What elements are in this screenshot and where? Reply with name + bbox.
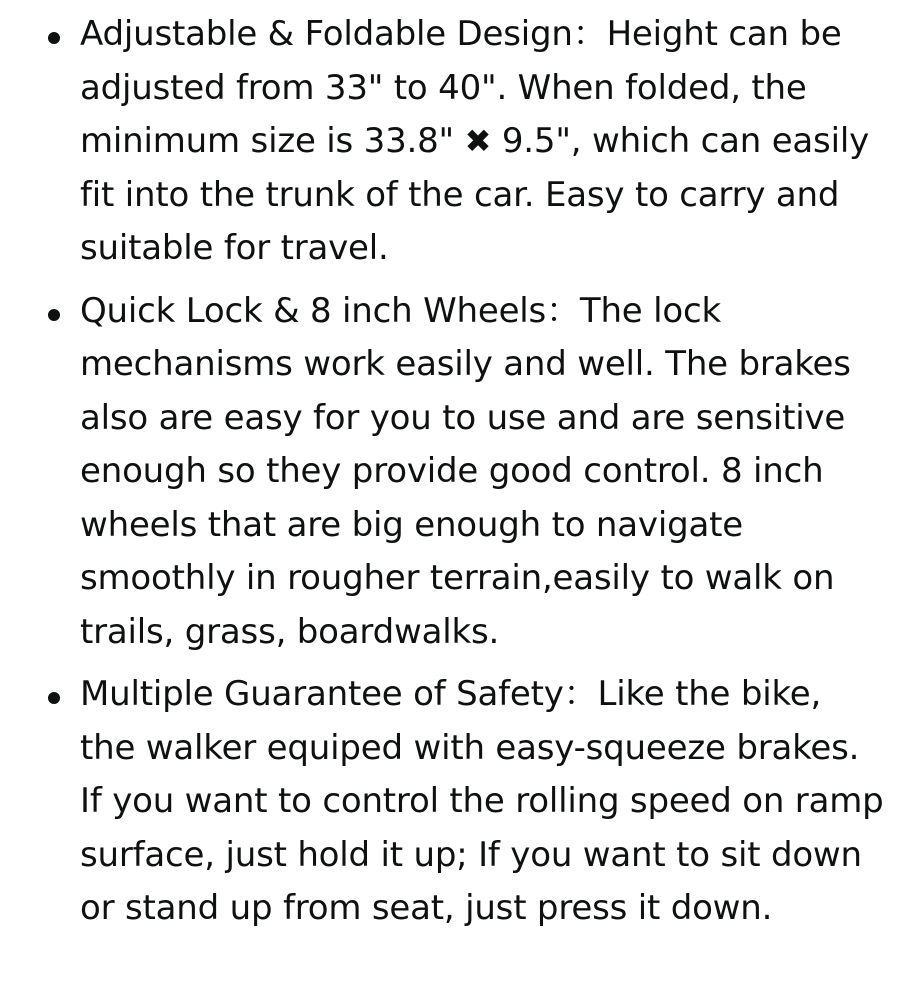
- feature-text-continued: 9.5", which can easily fit into the trunk of the car. Easy to carry and suitable for travel.: [80, 121, 869, 268]
- feature-heading: Adjustable & Foldable Design: [80, 14, 573, 54]
- feature-text: Height can be adjusted from 33" to 40". When folded, the minimum size is 33.8": [80, 14, 842, 161]
- feature-separator: ：: [546, 290, 580, 331]
- feature-heading: Multiple Guarantee of Safety: [80, 674, 564, 714]
- feature-separator: ：: [572, 14, 607, 54]
- feature-item-adjustable-foldable: [0, 8, 914, 276]
- feature-heading: Quick Lock & 8 inch Wheels: [80, 290, 547, 331]
- feature-separator: ：: [563, 674, 598, 714]
- feature-bullet-list: [0, 8, 914, 945]
- feature-text: Like the bike, the walker equiped with easy-squeeze brakes. If you want to control the rolling speed on ramp surface, just hold it up; If you want to sit down or stand up from seat, just press it down.: [80, 674, 884, 928]
- bullet-icon: [48, 309, 60, 321]
- feature-item-quick-lock-wheels: [0, 285, 914, 660]
- feature-item-safety: [0, 668, 914, 936]
- feature-text: The lock mechanisms work easily and well. The brakes also are easy for you to use and are sensitive enough so they provide good control. 8 inch wheels that are big enough to navigate smoothly in rougher terrain,easily to walk on trails, grass, boardwalks.: [80, 290, 851, 652]
- bullet-icon: [48, 32, 60, 44]
- bullet-icon: [48, 692, 60, 704]
- times-icon: ✖: [464, 122, 492, 160]
